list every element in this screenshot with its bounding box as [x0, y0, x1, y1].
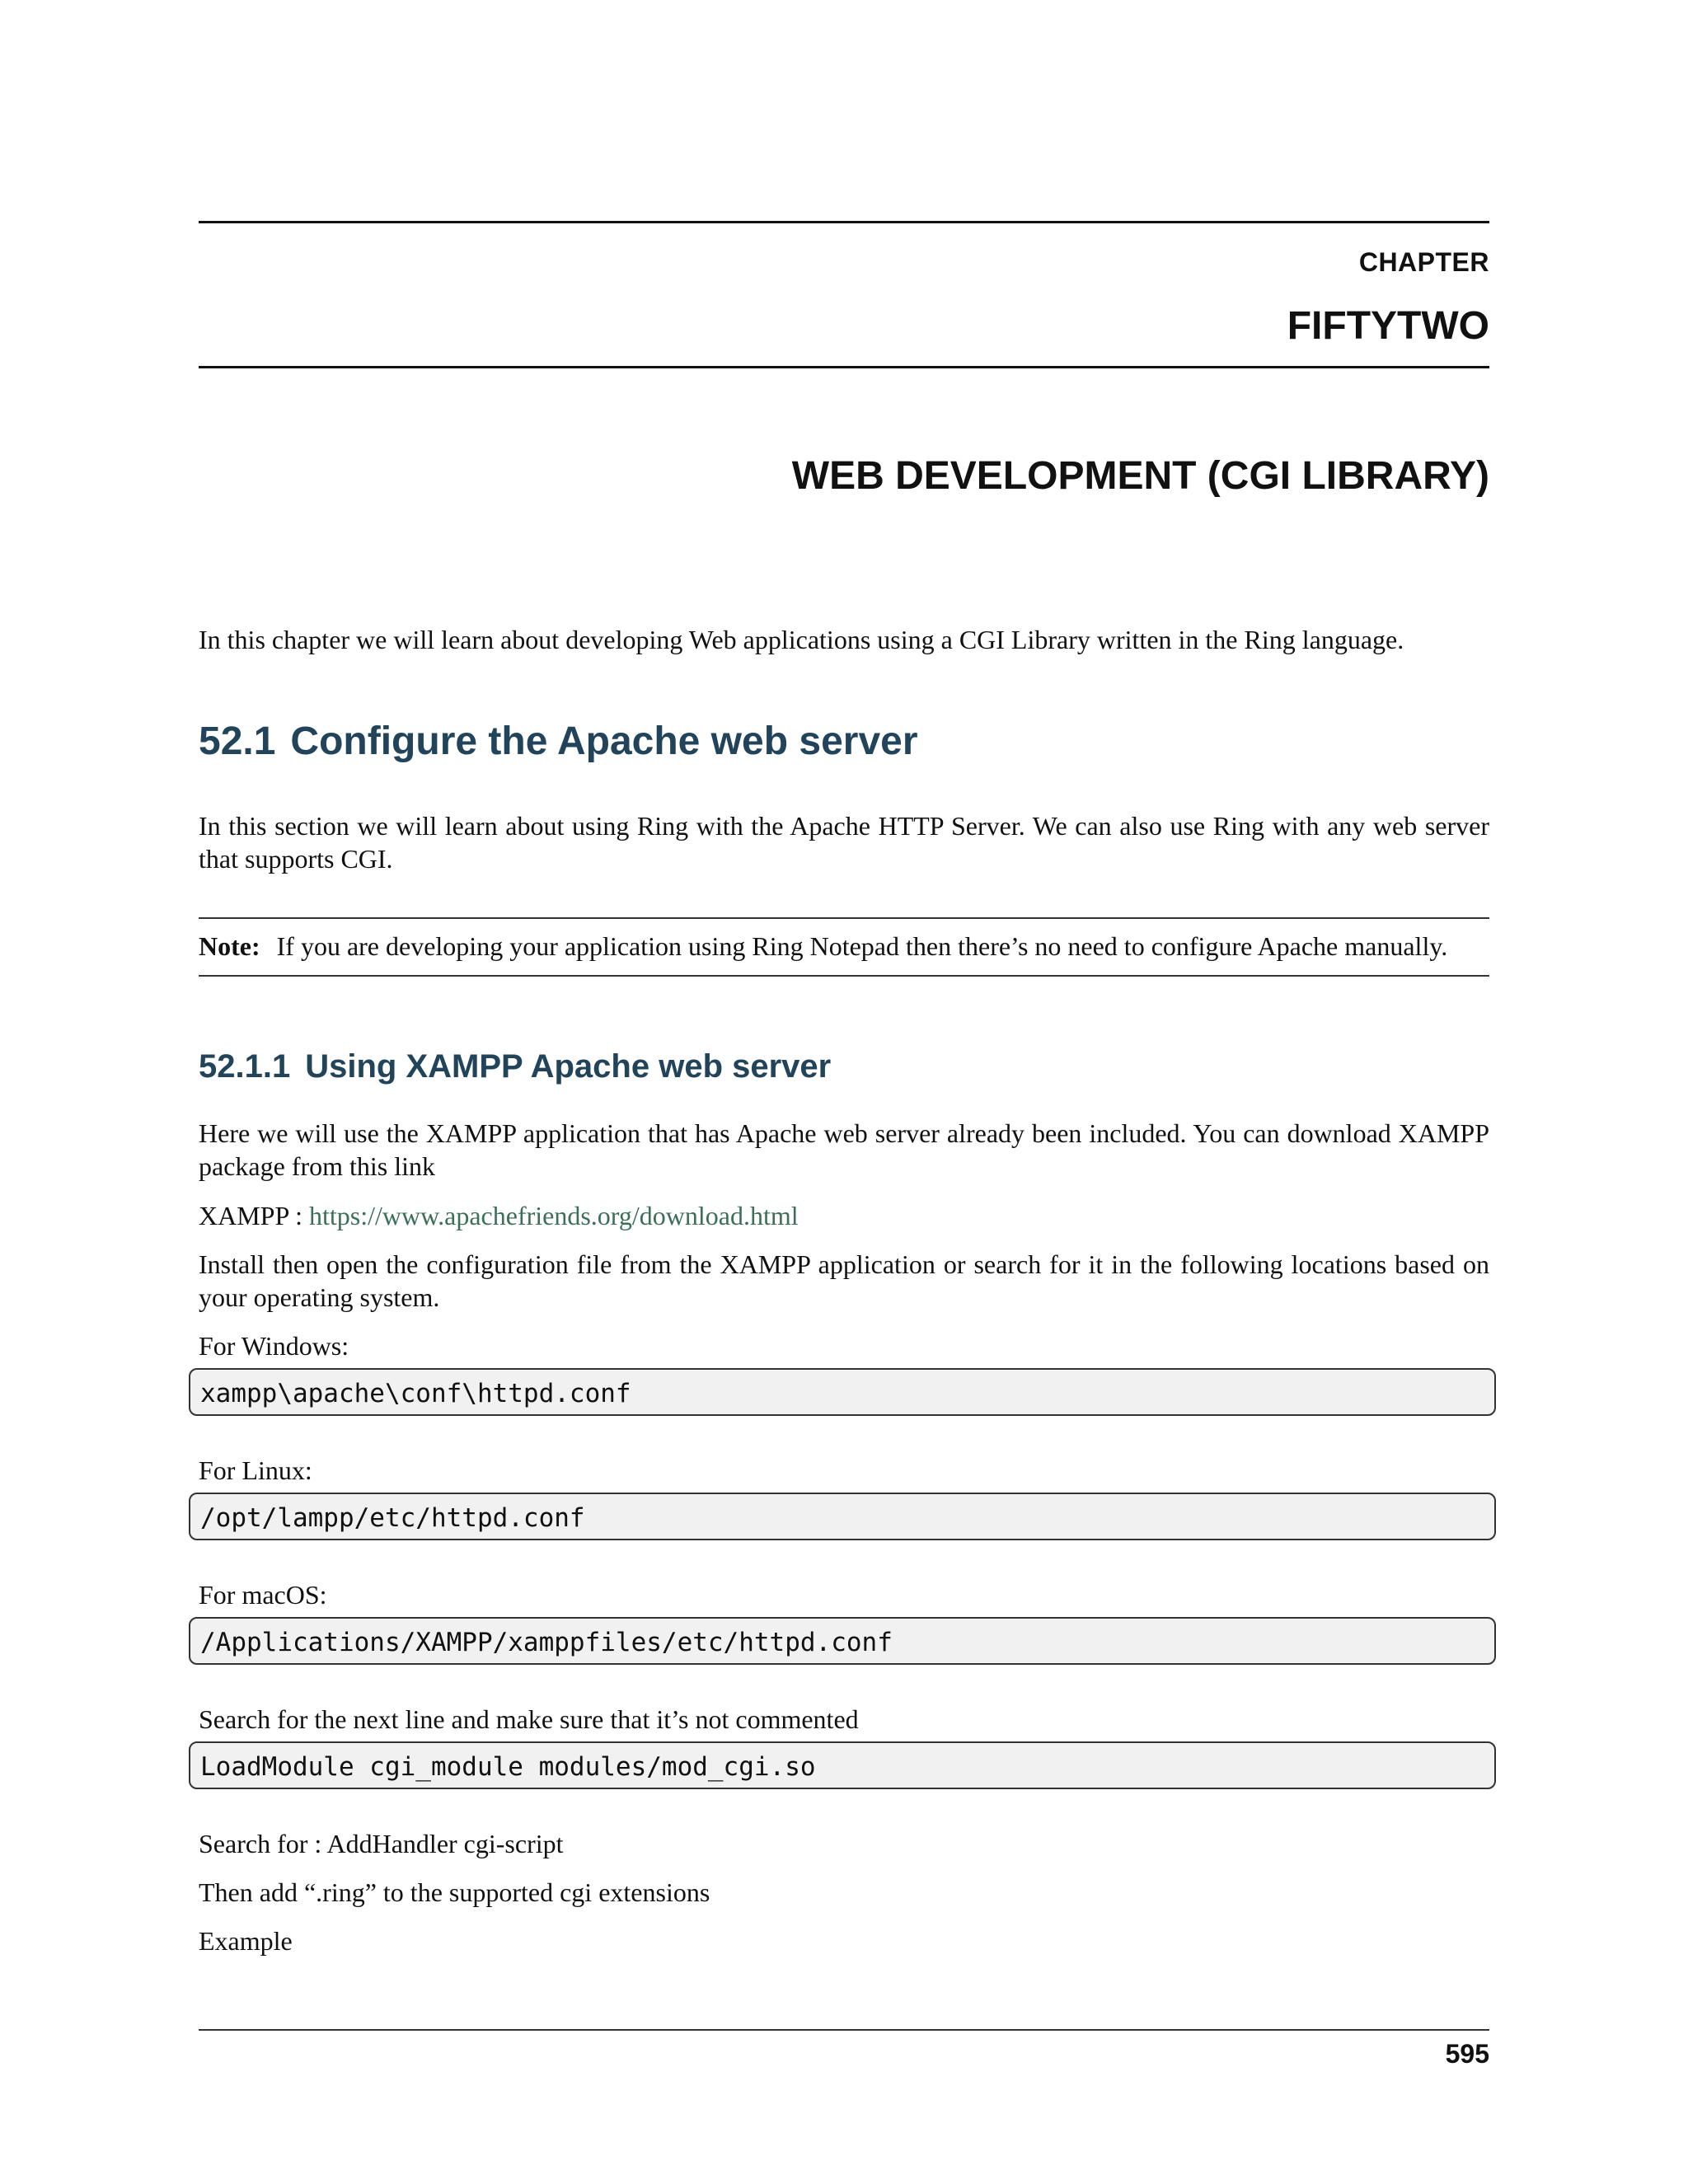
windows-label: For Windows:: [199, 1331, 349, 1361]
search-for-paragraph: Search for : AddHandler cgi-script: [199, 1829, 564, 1858]
note-admonition: [199, 917, 1489, 977]
subsection-heading: [199, 1048, 831, 1085]
windows-path-code-block: [189, 1368, 1496, 1416]
xampp-download-link[interactable]: https://www.apachefriends.org/download.html: [308, 1201, 799, 1230]
footer-rule: [199, 2029, 1489, 2031]
xampp-intro-paragraph: Here we will use the XAMPP application that has Apache web server already been included. You can download XAMPP package from this link: [199, 1118, 1489, 1181]
then-add-paragraph: Then add “.ring” to the supported cgi extensions: [199, 1877, 710, 1907]
loadmodule-code-block: [189, 1741, 1496, 1789]
chapter-number: FIFTYTWO: [1287, 304, 1489, 348]
section-paragraph: In this section we will learn about using Ring with the Apache HTTP Server. We can also use Ring with any web server that supports CGI.: [199, 811, 1489, 874]
note-text: If you are developing your application using Ring Notepad then there’s no need to configure Apache manually.: [276, 931, 1448, 961]
page-number: 595: [1445, 2039, 1489, 2069]
chapter-title: WEB DEVELOPMENT (CGI LIBRARY): [791, 454, 1489, 498]
linux-path-code-block: [189, 1493, 1496, 1540]
search-line-paragraph: Search for the next line and make sure that it’s not commented: [199, 1704, 859, 1734]
intro-paragraph: In this chapter we will learn about developing Web applications using a CGI Library written in the Ring language.: [199, 625, 1404, 654]
chapter-label: CHAPTER: [1358, 247, 1489, 277]
macos-path-code-block: [189, 1617, 1496, 1665]
macos-path: /Applications/XAMPP/xamppfiles/etc/httpd.conf: [200, 1628, 893, 1657]
install-paragraph: Install then open the configuration file from the XAMPP application or search for it in the following locations based on your operating system.: [199, 1249, 1489, 1312]
note-label: Note:: [199, 931, 260, 961]
xampp-link-line: [199, 1199, 1489, 1232]
xampp-prefix: XAMPP :: [199, 1201, 302, 1230]
example-label: Example: [199, 1926, 293, 1956]
chapter-bottom-rule: [199, 366, 1489, 368]
windows-path: xampp\apache\conf\httpd.conf: [200, 1379, 631, 1408]
chapter-top-rule: [199, 221, 1489, 223]
linux-label: For Linux:: [199, 1455, 312, 1485]
section-heading: [199, 719, 918, 764]
subsection-title: Using XAMPP Apache web server: [305, 1048, 832, 1085]
section-title: Configure the Apache web server: [290, 719, 918, 763]
linux-path: /opt/lampp/etc/httpd.conf: [200, 1503, 585, 1533]
macos-label: For macOS:: [199, 1580, 327, 1610]
subsection-number: 52.1.1: [199, 1048, 291, 1085]
section-number: 52.1: [199, 719, 276, 763]
loadmodule-code: LoadModule cgi_module modules/mod_cgi.so: [200, 1752, 816, 1782]
